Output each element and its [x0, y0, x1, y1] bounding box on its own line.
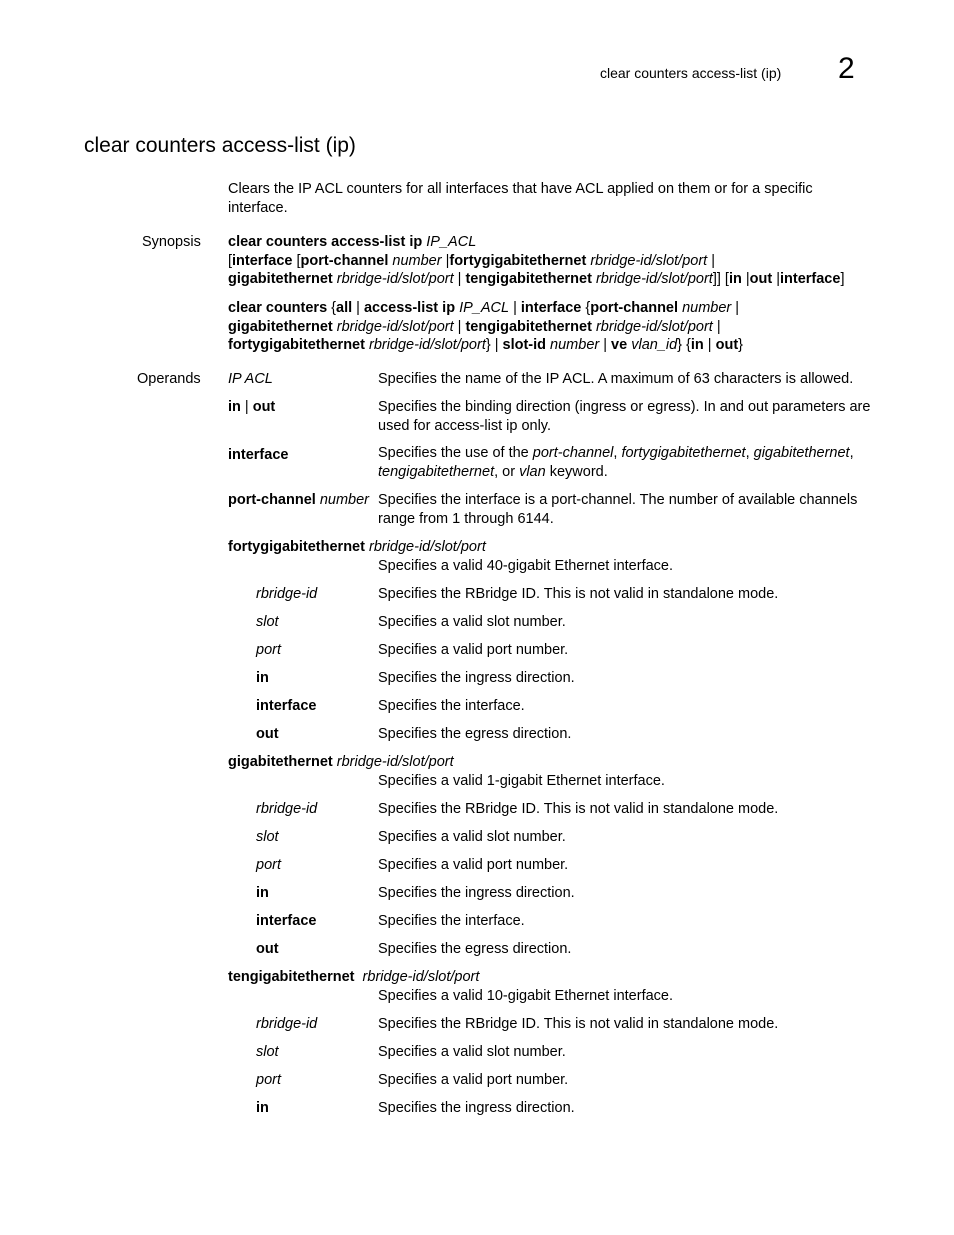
sub-operand-rbridge-id	[228, 585, 878, 605]
operand-term	[228, 491, 369, 510]
synopsis-label: Synopsis	[142, 234, 201, 250]
operand-desc: Specifies a valid slot number.	[378, 614, 566, 630]
operand-ip-acl	[228, 370, 878, 390]
operand-desc: Specifies the RBridge ID. This is not valid in standalone mode.	[378, 801, 779, 817]
operand-term: in	[256, 885, 269, 901]
syntax-punct: |	[453, 271, 466, 287]
desc-text: ,	[849, 445, 854, 461]
operand-term	[228, 398, 275, 417]
operand-desc: Specifies the ingress direction.	[378, 885, 575, 901]
chapter-number: 2	[838, 52, 855, 85]
syntax-keyword: tengigabitethernet	[465, 318, 592, 335]
operand-desc: Specifies a valid 10-gigabit Ethernet interface.	[378, 988, 674, 1004]
sub-operand-rbridge-id	[228, 1015, 878, 1035]
syntax-param: rbridge-id/slot/port	[368, 337, 486, 353]
operand-desc: Specifies the ingress direction.	[378, 670, 575, 686]
syntax-param: rbridge-id/slot/port	[590, 252, 708, 269]
operand-desc: Specifies the RBridge ID. This is not valid in standalone mode.	[378, 586, 779, 602]
syntax-keyword: access-list ip	[363, 300, 456, 316]
syntax-keyword: in	[690, 337, 704, 353]
operand-term: in	[256, 1100, 269, 1116]
operand-port-channel	[228, 491, 878, 527]
term-param: rbridge-id/slot/port	[362, 969, 480, 985]
desc-text: ,	[613, 445, 622, 461]
syntax-keyword: interface	[232, 252, 293, 269]
operand-term: port	[256, 857, 281, 873]
desc-keyword: fortygigabitethernet	[621, 445, 746, 461]
operand-gigabitethernet	[228, 753, 454, 772]
operand-desc	[378, 444, 878, 482]
syntax-punct: ]] [	[712, 271, 729, 287]
syntax-keyword: interface	[779, 271, 841, 287]
syntax-keyword: in	[728, 271, 742, 287]
syntax-punct: [	[228, 252, 233, 269]
desc-text: ,	[745, 445, 754, 461]
operand-term: port	[256, 1072, 281, 1088]
syntax-keyword: fortygigabitethernet	[228, 337, 365, 353]
operand-desc: Specifies the egress direction.	[378, 726, 572, 742]
syntax-keyword: ve	[611, 337, 628, 353]
operand-term: interface	[256, 913, 317, 929]
syntax-punct: |	[453, 318, 466, 335]
syntax-punct: |	[741, 271, 750, 287]
term-keyword: out	[252, 399, 276, 415]
syntax-punct: {	[327, 300, 337, 316]
syntax-param: rbridge-id/slot/port	[595, 318, 713, 335]
sub-operand-interface	[228, 912, 878, 932]
syntax-keyword: interface	[520, 300, 582, 316]
term-keyword: gigabitethernet	[228, 754, 333, 770]
syntax-param: vlan_id	[631, 337, 678, 353]
operand-term: port	[256, 642, 281, 658]
operand-desc: Specifies the interface.	[378, 698, 525, 714]
syntax-punct: |	[707, 252, 715, 269]
operand-term: slot	[256, 614, 279, 630]
operand-term: out	[256, 941, 279, 957]
sub-operand-slot	[228, 828, 878, 848]
syntax-keyword: out	[749, 271, 773, 287]
syntax-punct: |	[441, 252, 450, 269]
syntax-param: rbridge-id/slot/port	[336, 318, 454, 335]
operand-desc: Specifies the binding direction (ingress or egress). In and out parameters are used for access-list ip only.	[378, 399, 871, 434]
syntax-punct: } |	[485, 337, 503, 353]
operand-term: interface	[256, 698, 317, 714]
syntax-keyword: fortygigabitethernet	[449, 252, 587, 269]
syntax-punct: |	[712, 318, 721, 335]
sub-operand-out	[228, 725, 878, 745]
operand-desc: Specifies a valid port number.	[378, 1072, 569, 1088]
operand-desc: Specifies the name of the IP ACL. A maximum of 63 characters is allowed.	[378, 371, 854, 387]
syntax-param: IP_ACL	[459, 300, 510, 316]
syntax-punct: |	[731, 300, 740, 316]
sub-operand-rbridge-id	[228, 800, 878, 820]
syntax-punct: } {	[677, 337, 691, 353]
desc-keyword: vlan	[519, 464, 546, 480]
operand-fortygigabitethernet	[228, 538, 486, 557]
syntax-punct: |	[352, 300, 364, 316]
syntax-punct: |	[509, 300, 521, 316]
term-keyword: port-channel	[228, 492, 316, 508]
operand-desc: Specifies a valid slot number.	[378, 829, 566, 845]
desc-keyword: port-channel	[532, 445, 614, 461]
syntax-punct: |	[703, 337, 716, 353]
desc-keyword: gigabitethernet	[753, 445, 850, 461]
operand-in-out	[228, 398, 878, 434]
desc-text: , or	[494, 464, 520, 480]
term-param: rbridge-id/slot/port	[336, 754, 454, 770]
operand-term: slot	[256, 829, 279, 845]
operand-desc: Specifies the interface is a port-channel. The number of available channels range from 1 through 6144.	[378, 492, 858, 527]
syntax-punct: {	[581, 300, 591, 316]
sub-operand-in	[228, 1099, 878, 1119]
operand-interface	[228, 444, 878, 480]
operand-desc: Specifies the egress direction.	[378, 941, 572, 957]
sub-operand-interface	[228, 697, 878, 717]
operand-term: rbridge-id	[256, 586, 318, 602]
syntax-punct: |	[772, 271, 780, 287]
syntax-keyword: port-channel	[590, 300, 679, 316]
operand-tengigabitethernet	[228, 968, 479, 987]
operand-desc: Specifies the ingress direction.	[378, 1100, 575, 1116]
term-punct: |	[240, 399, 253, 415]
page-title: clear counters access-list (ip)	[84, 134, 356, 157]
operand-term: in	[256, 670, 269, 686]
syntax-param: number	[550, 337, 600, 353]
running-header-title: clear counters access-list (ip)	[600, 65, 782, 81]
sub-operand-slot	[228, 1043, 878, 1063]
operand-term: IP ACL	[228, 371, 273, 387]
operand-desc: Specifies the RBridge ID. This is not valid in standalone mode.	[378, 1016, 779, 1032]
syntax-keyword: all	[336, 300, 353, 316]
syntax-param: rbridge-id/slot/port	[595, 271, 713, 287]
operand-desc: Specifies a valid slot number.	[378, 1044, 566, 1060]
syntax-keyword: clear counters access-list ip	[228, 234, 423, 250]
command-description: Clears the IP ACL counters for all interfaces that have ACL applied on them or for a specific interface.	[228, 181, 813, 216]
syntax-punct: ]	[840, 271, 845, 287]
synopsis-syntax-1	[228, 233, 878, 289]
operand-term: out	[256, 726, 279, 742]
term-keyword: fortygigabitethernet	[228, 539, 365, 555]
sub-operand-out	[228, 940, 878, 960]
term-keyword: in	[228, 399, 241, 415]
syntax-param: IP_ACL	[426, 234, 477, 250]
syntax-keyword: out	[715, 337, 739, 353]
synopsis-syntax-2	[228, 299, 878, 355]
operand-term: slot	[256, 1044, 279, 1060]
syntax-keyword: gigabitethernet	[228, 271, 333, 287]
desc-keyword: tengigabitethernet	[378, 464, 495, 480]
term-keyword: tengigabitethernet	[228, 969, 355, 985]
syntax-keyword: clear counters	[228, 300, 328, 316]
term-param: rbridge-id/slot/port	[368, 539, 486, 555]
sub-operand-port	[228, 1071, 878, 1091]
sub-operand-in	[228, 884, 878, 904]
operand-term: rbridge-id	[256, 801, 318, 817]
operand-desc: Specifies the interface.	[378, 913, 525, 929]
syntax-punct: |	[599, 337, 612, 353]
operands-label: Operands	[137, 371, 201, 387]
syntax-keyword: slot-id	[502, 337, 547, 353]
syntax-param: rbridge-id/slot/port	[336, 271, 454, 287]
syntax-keyword: port-channel	[300, 252, 389, 269]
desc-text: Specifies the use of the	[378, 445, 533, 461]
syntax-punct: [	[292, 252, 301, 269]
term-param: number	[319, 492, 370, 508]
sub-operand-port	[228, 641, 878, 661]
sub-operand-slot	[228, 613, 878, 633]
operand-desc: Specifies a valid port number.	[378, 857, 569, 873]
operand-term: rbridge-id	[256, 1016, 318, 1032]
syntax-param: number	[392, 252, 442, 269]
syntax-keyword: gigabitethernet	[228, 318, 333, 335]
operand-desc: Specifies a valid port number.	[378, 642, 569, 658]
syntax-param: number	[682, 300, 732, 316]
operand-desc: Specifies a valid 1-gigabit Ethernet interface.	[378, 773, 665, 789]
operand-desc: Specifies a valid 40-gigabit Ethernet interface.	[378, 558, 674, 574]
syntax-keyword: tengigabitethernet	[465, 271, 592, 287]
desc-text: keyword.	[545, 464, 608, 480]
sub-operand-port	[228, 856, 878, 876]
sub-operand-in	[228, 669, 878, 689]
syntax-punct: }	[738, 337, 743, 353]
operand-term: interface	[228, 447, 289, 463]
